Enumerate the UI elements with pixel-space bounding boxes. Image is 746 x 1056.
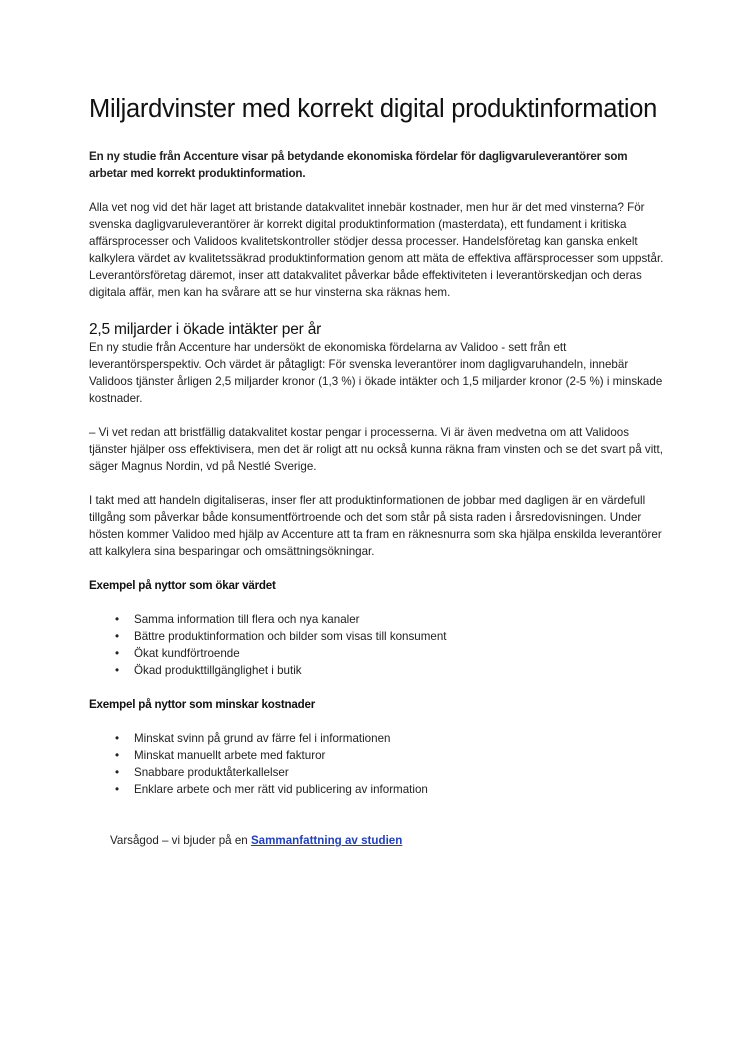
list-item bbox=[89, 781, 664, 798]
footer-line bbox=[110, 832, 664, 849]
list-item-text: Ökad produkttillgänglighet i butik bbox=[134, 664, 302, 677]
list-item bbox=[89, 611, 664, 628]
document-page bbox=[89, 92, 664, 849]
list-item-text: Samma information till flera och nya kanaler bbox=[134, 613, 360, 626]
cost-benefits-list bbox=[89, 730, 664, 798]
list-item-text: Bättre produktinformation och bilder som visas till konsument bbox=[134, 630, 447, 643]
value-benefits-list bbox=[89, 611, 664, 679]
list-heading-value: Exempel på nyttor som ökar värdet bbox=[89, 579, 276, 592]
list-item-text: Minskat svinn på grund av färre fel i informationen bbox=[134, 732, 391, 745]
bullet-icon: • bbox=[115, 766, 120, 779]
section-paragraph-1: En ny studie från Accenture har undersökt de ekonomiska fördelarna av Validoo - sett från ett leverantörsperspektiv. Och värdet är påtagligt: För svenska leverantörer inom dagligvaruhandeln, innebär Validoos tjänster årligen 2,5 miljarder kronor (1,3 %) i ökade intäkter och 1,5 miljarder kronor (2-5 %) i minskade kostnader. bbox=[89, 341, 663, 405]
list-item-text: Ökat kundförtroende bbox=[134, 647, 240, 660]
document-title: Miljardvinster med korrekt digital produktinformation bbox=[89, 95, 657, 123]
list-item-text: Snabbare produktåterkallelser bbox=[134, 766, 289, 779]
bullet-icon: • bbox=[115, 647, 120, 660]
list-item bbox=[89, 730, 664, 747]
list-heading-cost: Exempel på nyttor som minskar kostnader bbox=[89, 698, 316, 711]
list-item bbox=[89, 628, 664, 645]
list-item bbox=[89, 645, 664, 662]
summary-link[interactable]: Sammanfattning av studien bbox=[250, 834, 403, 847]
list-item bbox=[89, 747, 664, 764]
bullet-icon: • bbox=[115, 613, 120, 626]
list-item-text: Minskat manuellt arbete med fakturor bbox=[134, 749, 326, 762]
lead-paragraph: En ny studie från Accenture visar på betydande ekonomiska fördelar för dagligvaruleverantörer som arbetar med korrekt produktinformation. bbox=[89, 150, 628, 180]
bullet-icon: • bbox=[115, 732, 120, 745]
list-item bbox=[89, 764, 664, 781]
list-item bbox=[89, 662, 664, 679]
bullet-icon: • bbox=[115, 664, 120, 677]
bullet-icon: • bbox=[115, 630, 120, 643]
section-heading: 2,5 miljarder i ökade intäkter per år bbox=[89, 321, 322, 338]
section-paragraph-3: I takt med att handeln digitaliseras, inser fler att produktinformationen de jobbar med dagligen är en värdefull tillgång som påverkar både konsumentförtroende och det som står på sista raden i årsredovisningen. Under hösten kommer Validoo med hjälp av Accenture att ta fram en räknesnurra som ska hjälpa enskilda leverantörer att kalkylera sina besparingar och omsättningsökningar. bbox=[89, 494, 662, 558]
bullet-icon: • bbox=[115, 749, 120, 762]
bullet-icon: • bbox=[115, 783, 120, 796]
list-item-text: Enklare arbete och mer rätt vid publicering av information bbox=[134, 783, 428, 796]
intro-paragraph: Alla vet nog vid det här laget att bristande datakvalitet innebär kostnader, men hur är det med vinsterna? För svenska dagligvaruleverantörer är korrekt digital produktinformation (masterdata), ett fundament i kritiska affärsprocesser och Validoos kvalitetskontroller stödjer dessa processer. Handelsföretag kan ganska enkelt kalkylera värdet av kvalitetssäkrad produktinformation genom att mäta de effektiva affärsprocesser som uppstår. Leverantörsföretag däremot, inser att datakvalitet påverkar både effektiviteten i leverantörskedjan och deras digitala affär, men kan ha svårare att se hur vinsterna ska räknas hem. bbox=[89, 201, 664, 299]
footer-text: Varsågod – vi bjuder på en bbox=[110, 834, 251, 847]
quote-paragraph: – Vi vet redan att bristfällig datakvalitet kostar pengar i processerna. Vi är även medvetna om att Validoos tjänster hjälper oss effektivisera, men det är roligt att nu också kunna räkna fram vinsten och se det svart på vitt, säger Magnus Nordin, vd på Nestlé Sverige. bbox=[89, 426, 663, 473]
